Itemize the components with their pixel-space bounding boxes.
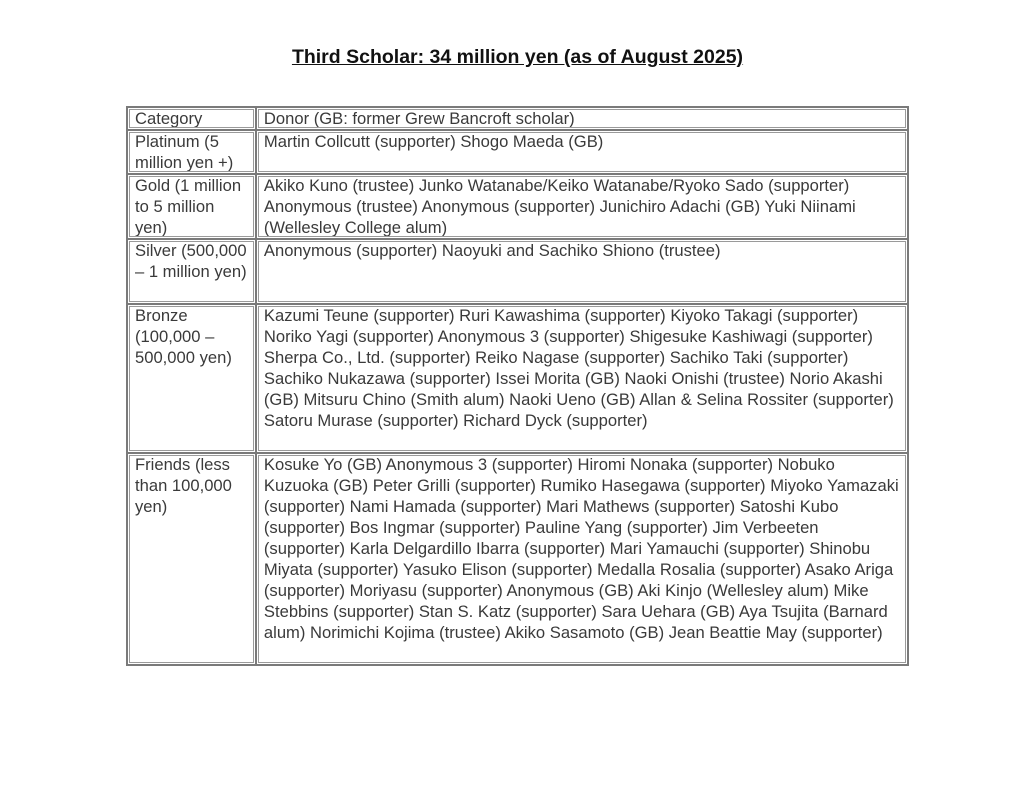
donors-cell: Kazumi Teune (supporter) Ruri Kawashima (supporter) Kiyoko Takagi (supporter) Noriko Yagi (supporter) Anonymous 3 (supporter) Shigesuke Kashiwagi (supporter) Sherpa Co., Ltd. (supporter) Reiko Nagase (supporter) Sachiko Taki (supporter) Sachiko Nukazawa (supporter) Issei Morita (GB) Naoki Onishi (trustee) Norio Akashi (GB) Mitsuru Chino (Smith alum) Naoki Ueno (GB) Allan & Selina Rossiter (supporter) Satoru Murase (supporter) Richard Dyck (supporter) [256,304,908,453]
header-category: Category [127,107,256,130]
header-donor: Donor (GB: former Grew Bancroft scholar) [256,107,908,130]
category-cell: Friends (less than 100,000 yen) [127,453,256,665]
table-row-silver [127,239,908,304]
table-row-bronze [127,304,908,453]
table-header-row [127,107,908,130]
page-title: Third Scholar: 34 million yen (as of August 2025) [291,46,744,68]
donors-cell: Kosuke Yo (GB) Anonymous 3 (supporter) Hiromi Nonaka (supporter) Nobuko Kuzuoka (GB) Peter Grilli (supporter) Rumiko Hasegawa (supporter) Miyoko Yamazaki (supporter) Nami Hamada (supporter) Mari Mathews (supporter) Satoshi Kubo (supporter) Bos Ingmar (supporter) Pauline Yang (supporter) Jim Verbeeten (supporter) Karla Delgardillo Ibarra (supporter) Mari Yamauchi (supporter) Shinobu Miyata (supporter) Yasuko Elison (supporter) Medalla Rosalia (supporter) Asako Ariga (supporter) Moriyasu (supporter) Anonymous (GB) Aki Kinjo (Wellesley alum) Mike Stebbins (supporter) Stan S. Katz (supporter) Sara Uehara (GB) Aya Tsujita (Barnard alum) Norimichi Kojima (trustee) Akiko Sasamoto (GB) Jean Beattie May (supporter) [256,453,908,665]
donors-cell: Martin Collcutt (supporter) Shogo Maeda (GB) [256,130,908,174]
donor-table [126,106,909,666]
category-cell: Platinum (5 million yen +) [127,130,256,174]
category-cell: Silver (500,000 – 1 million yen) [127,239,256,304]
donors-cell: Anonymous (supporter) Naoyuki and Sachiko Shiono (trustee) [256,239,908,304]
table-row-gold [127,174,908,239]
donors-cell: Akiko Kuno (trustee) Junko Watanabe/Keiko Watanabe/Ryoko Sado (supporter) Anonymous (trustee) Anonymous (supporter) Junichiro Adachi (GB) Yuki Niinami (Wellesley College alum) [256,174,908,239]
category-cell: Gold (1 million to 5 million yen) [127,174,256,239]
category-cell: Bronze (100,000 – 500,000 yen) [127,304,256,453]
table-row-friends [127,453,908,665]
table-row-platinum [127,130,908,174]
